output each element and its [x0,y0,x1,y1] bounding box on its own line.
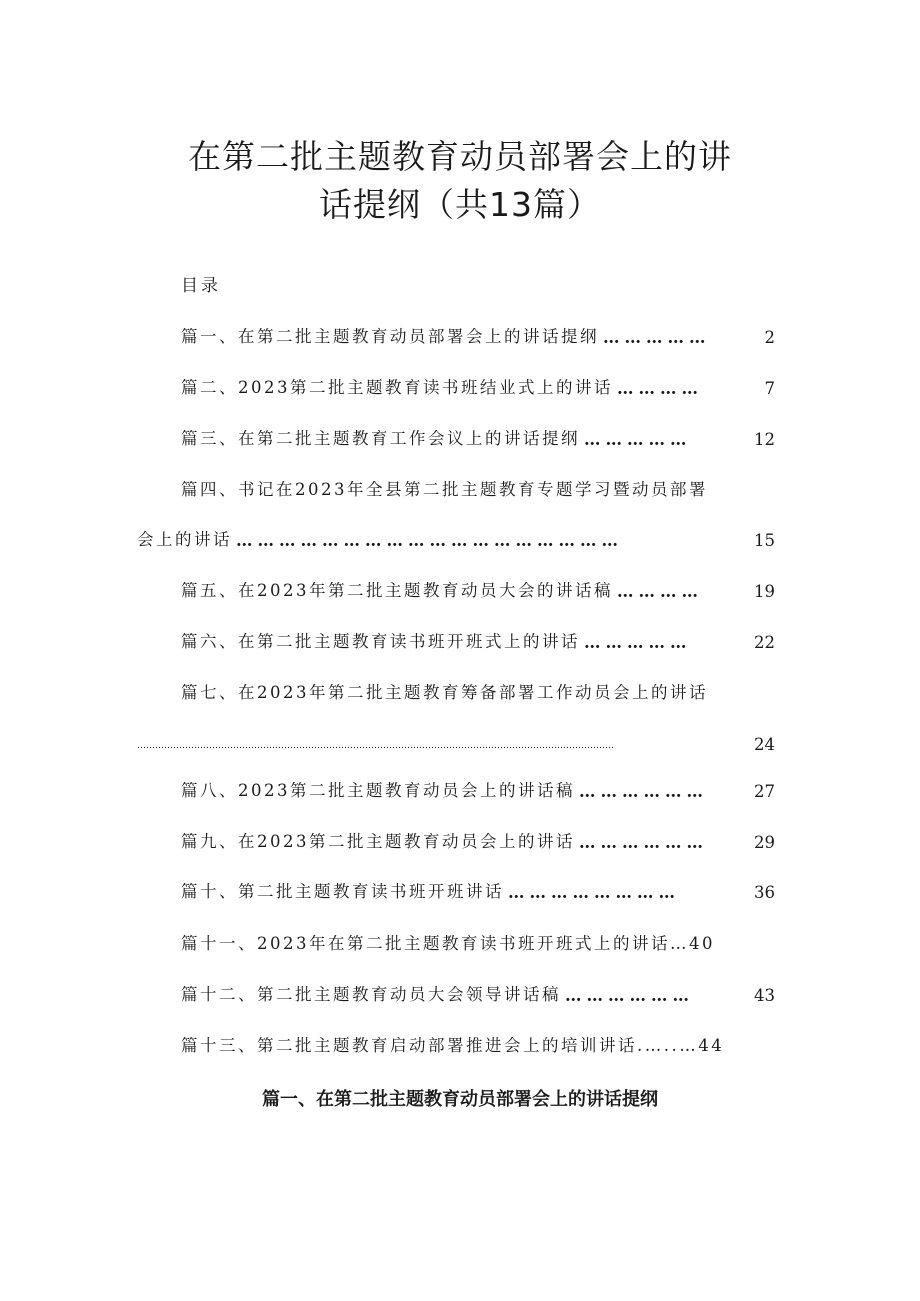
toc-entry-label: 篇十一、2023年在第二批主题教育读书班开班式上的讲话…40 [181,934,715,953]
toc-entry-label: 篇十三、第二批主题教育启动部署推进会上的培训讲话.…..…44 [181,1036,725,1055]
document-title-line-1: 在第二批主题教育动员部署会上的讲 [188,137,732,176]
toc-leader-dots: ……………… [579,782,708,801]
toc-entry-label: 篇八、2023第二批主题教育动员会上的讲话稿 [181,781,575,800]
toc-entry[interactable] [181,474,775,500]
toc-page-number: 29 [754,833,775,852]
toc-leader-dots: …………… [584,633,692,652]
toc-label: 目录 [181,276,221,296]
toc-page-number: 43 [754,986,775,1005]
toc-entry-label: 篇二、2023第二批主题教育读书班结业式上的讲话 [181,378,613,397]
toc-leader-dots: …………………………………………………………………………………………………………………………………………… [137,742,614,751]
toc-page-number: 12 [754,430,775,449]
toc-entry[interactable] [181,321,775,347]
toc-entry[interactable] [181,423,775,449]
toc-entry[interactable] [181,775,775,801]
toc-page-number: 36 [754,883,775,902]
toc-leader-dots: …………………… [508,883,680,902]
toc-entry[interactable] [181,826,775,852]
toc-entry[interactable] [181,979,775,1005]
toc-leader-dots: ……………… [565,986,694,1005]
toc-page-number: 22 [754,633,775,652]
toc-entry-continuation[interactable] [137,524,775,550]
toc-entry[interactable] [181,1030,775,1056]
document-title-line-2: 话提纲（共13篇） [319,185,601,224]
toc-entry-continuation[interactable] [137,728,775,754]
toc-page-number: 24 [754,735,775,754]
toc-leader-dots: ………… [617,582,703,601]
toc-page-number: 15 [754,531,775,550]
toc-entry[interactable] [181,372,775,398]
toc-page-number: 2 [764,328,775,347]
toc-entry-label: 篇七、在2023年第二批主题教育筹备部署工作动员会上的讲话 [181,683,708,702]
toc-page-number: 7 [764,379,775,398]
toc-entry-label: 篇四、书记在2023年全县第二批主题教育专题学习暨动员部署 [181,480,708,499]
toc-leader-dots: ……………… [579,833,708,852]
section-heading: 篇一、在第二批主题教育动员部署会上的讲话提纲 [262,1089,658,1110]
toc-leader-dots: …………… [584,430,692,449]
toc-leader-dots: ………… [617,379,703,398]
toc-entry-label: 篇五、在2023年第二批主题教育动员大会的讲话稿 [181,581,613,600]
toc-leader-dots: ……………………………………………… [236,531,623,550]
toc-entry-label: 篇六、在第二批主题教育读书班开班式上的讲话 [181,632,580,651]
toc-entry[interactable] [181,575,775,601]
toc-entry[interactable] [181,876,775,902]
toc-entry-label: 篇一、在第二批主题教育动员部署会上的讲话提纲 [181,327,599,346]
toc-entry[interactable] [181,928,775,954]
toc-page-number: 27 [754,782,775,801]
toc-entry-label: 篇三、在第二批主题教育工作会议上的讲话提纲 [181,429,580,448]
toc-entry[interactable] [181,626,775,652]
toc-entry-label: 篇十二、第二批主题教育动员大会领导讲话稿 [181,985,561,1004]
toc-entry[interactable] [181,677,775,703]
toc-leader-dots: …………… [603,328,711,347]
toc-page-number: 19 [754,582,775,601]
toc-entry-label: 篇九、在2023第二批主题教育动员会上的讲话 [181,832,575,851]
toc-entry-label: 篇十、第二批主题教育读书班开班讲话 [181,882,504,901]
toc-entry-label: 会上的讲话 [137,530,232,549]
